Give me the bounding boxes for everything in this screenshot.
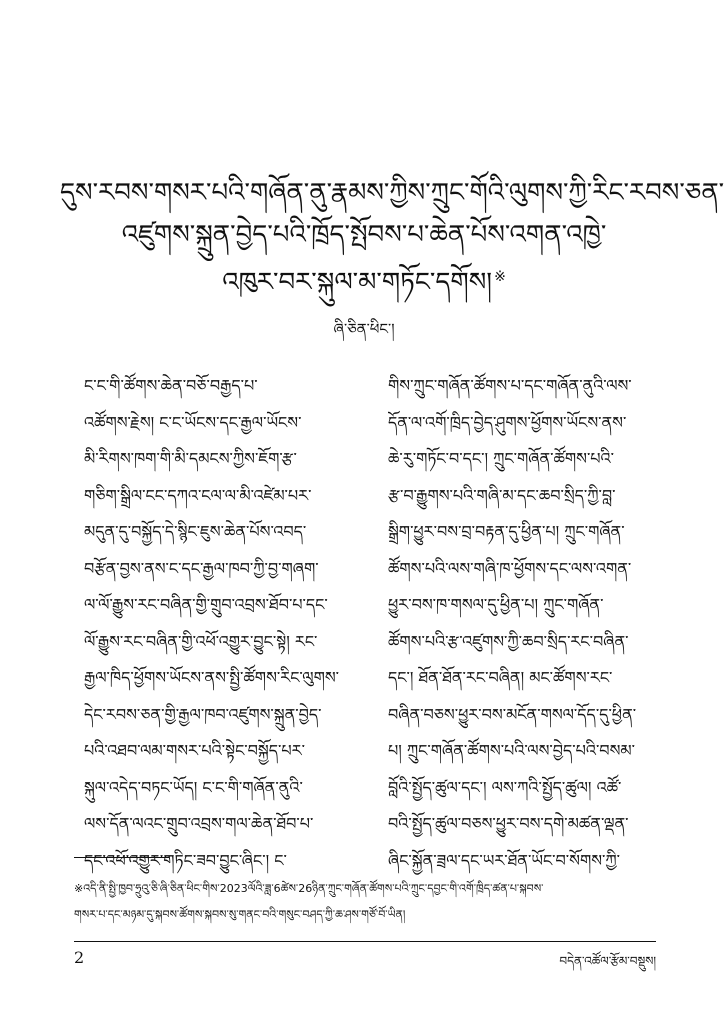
body-line: བློའི་སྤྱོད་ཚུལ་དང་། ལས་ཀའི་སྤྱོད་ཚུལ། འཚོ་ [388, 777, 622, 797]
body-line: བརྩོན་བྱས་ནས་ང་དང་རྒྱལ་ཁབ་ཀྱི་བྱ་གཞག་ [84, 558, 319, 578]
body-line: གཅིག་སྒྲིལ་ངང་དཀའ་ངལ་ལ་མི་འཛེམ་པར་ [84, 485, 312, 505]
body-line: ང་ང་གི་ཚོགས་ཆེན་བཅོ་བརྒྱད་པ་ [84, 376, 258, 395]
body-line: མི་རིགས་ཁག་གི་མི་དམངས་ཀྱིས་ཇོག་རྩ་ [84, 449, 297, 468]
body-column-left [84, 368, 339, 879]
body-line: པ། ཀྲུང་གཞོན་ཚོགས་པའི་ལས་བྱེད་པའི་བསམ་ [388, 741, 635, 760]
footnote-line-1: ※འདི་ནི་སྤྱི་ཁྱབ་ཧྲུའུ་ཅི་ཞི་ཅིན་ཕིང་གིས་2023ལོའི་ཟླ་6ཚེས་26ཉིན་ཀྲུང་གཞོན་ཚོགས་པའི་ཀྲུང་དབྱང་གི་འགོ་ཁྲིད་ཚན་པ་སྐབས་ [74, 882, 544, 895]
footer-divider [74, 941, 656, 942]
body-line: པའི་འཐབ་ལམ་གསར་པའི་སྟེང་བསྐྱོད་པར་ [84, 741, 305, 760]
footnote-line-2: གསར་པ་དང་མཉམ་དུ་སྐབས་ཚོགས་སྐབས་སུ་གནང་བའི་གསུང་བཤད་ཀྱི་ཆ་ཤས་གཙོ་བོ་ཡིན། [74, 908, 406, 921]
body-line: ཞིང་སྐྱོན་ཟྲལ་དང་ཡར་ཐོན་ཡོང་བ་སོགས་ཀྱི་ [388, 850, 621, 870]
footnote [74, 876, 674, 928]
body-line: ཚོགས་པའི་ལས་གཞི་ཁ་ཕྱོགས་དང་ལས་འགན་ [388, 558, 632, 578]
title-line-3-text: འཁུར་བར་སྐུལ་མ་གཏོང་དགོས། [222, 267, 493, 298]
body-line: སྒྲིག་ཕྱུར་བས་བྲ་བརྟན་དུ་ཕྱིན་པ། ཀྲུང་གཞོན་ [388, 522, 625, 541]
body-line: དང་། ཐོན་ཐོན་རང་བཞིན། མང་ཚོགས་རང་ [388, 668, 613, 687]
body-line: ལས་དོན་ལའང་གྲུབ་འབྲས་གལ་ཆེན་ཐོབ་པ་ [84, 814, 314, 833]
author-name: ཞི་ཅིན་ཕིང་། [333, 320, 395, 338]
title-footnote-mark[interactable]: ※ [494, 269, 506, 285]
body-line: འཚོགས་རྗེས། ང་ང་ཡོངས་དང་རྒྱལ་ཡོངས་ [84, 412, 302, 432]
title-line-3 [60, 256, 668, 304]
footnote-divider [74, 857, 169, 858]
title-line-1: དུས་རབས་གསར་པའི་གཞོན་ནུ་རྣམས་ཀྱིས་ཀྲུང་གོའི་ལུགས་ཀྱི་རིང་རབས་ཅན་ [60, 178, 725, 208]
title-line-2: འཛུགས་སྐྲུན་བྱེད་པའི་ཁྲོད་སྤོབས་པ་ཆེན་པོས་འགན་འཁྱེ་ [121, 220, 607, 250]
body-line: དོན་ལ་འགོ་ཁྲིད་བྱེད་ཤུགས་ཕྱོགས་ཡོངས་ནས་ [388, 412, 627, 432]
body-line: རྩ་བ་རྒྱུགས་པའི་གཞི་མ་དང་ཆབ་སྲིད་ཀྱི་བླ་ [388, 485, 616, 505]
body-line: གིས་ཀྲུང་གཞོན་ཚོགས་པ་དང་གཞོན་ནུའི་ལས་ [388, 376, 632, 395]
body-line: དེང་རབས་ཅན་གྱི་རྒྱལ་ཁབ་འཛུགས་སྐྲུན་བྱེད་ [84, 704, 322, 724]
body-line: མདུན་དུ་བསྐྱོད་དེ་སྙིང་ཇུས་ཆེན་པོས་འབད་ [84, 522, 307, 541]
body-line: ལོ་རྒྱུས་རང་བཞིན་གྱི་འཕོ་འགྱུར་བྱུང་སྟེ། རང་ [84, 631, 318, 651]
running-footer: བདེན་འཚོལ་རྩོམ་བསྡུས། [559, 954, 656, 968]
body-line: ཆེ་རུ་གཏོང་བ་དང་། ཀྲུང་གཞོན་ཚོགས་པའི་ [388, 449, 614, 468]
body-line: བཞིན་བཅས་ཕྱུར་བས་མངོན་གསལ་དོད་དུ་ཕྱིན་ [388, 704, 637, 724]
body-line: ཕྱུར་བས་ཁ་གསལ་དུ་ཕྱིན་པ། ཀྲུང་གཞོན་ [388, 595, 604, 614]
body-line: སྐུལ་འདེད་བཏང་ཡོད། ང་ང་གི་གཞོན་ནུའི་ [84, 777, 303, 797]
body-line: བའི་སྤྱོད་ཚུལ་བཅས་ཕྱུར་བས་དགེ་མཚན་ལྡན་ [388, 814, 629, 833]
body-line: རྒྱལ་ཁིད་ཕྱོགས་ཡོངས་ནས་སྤྱི་ཚོགས་རིང་ལུགས་ [84, 668, 339, 687]
body-column-right [388, 368, 643, 879]
body-line: ཚོགས་པའི་རྩ་འཛུགས་ཀྱི་ཆབ་སྲིད་རང་བཞིན་ [388, 631, 629, 651]
article-title [60, 172, 725, 304]
page-number: 2 [74, 948, 85, 967]
body-line: དང་འཕོ་འགྱུར་གཏིང་ཟབ་བྱུང་ཞིང་། ང་ [84, 850, 287, 870]
body-line: ལ་ལོ་རྒྱུས་རང་བཞིན་གྱི་གྲུབ་འབྲས་ཐོབ་པ་དང་ [84, 595, 328, 614]
